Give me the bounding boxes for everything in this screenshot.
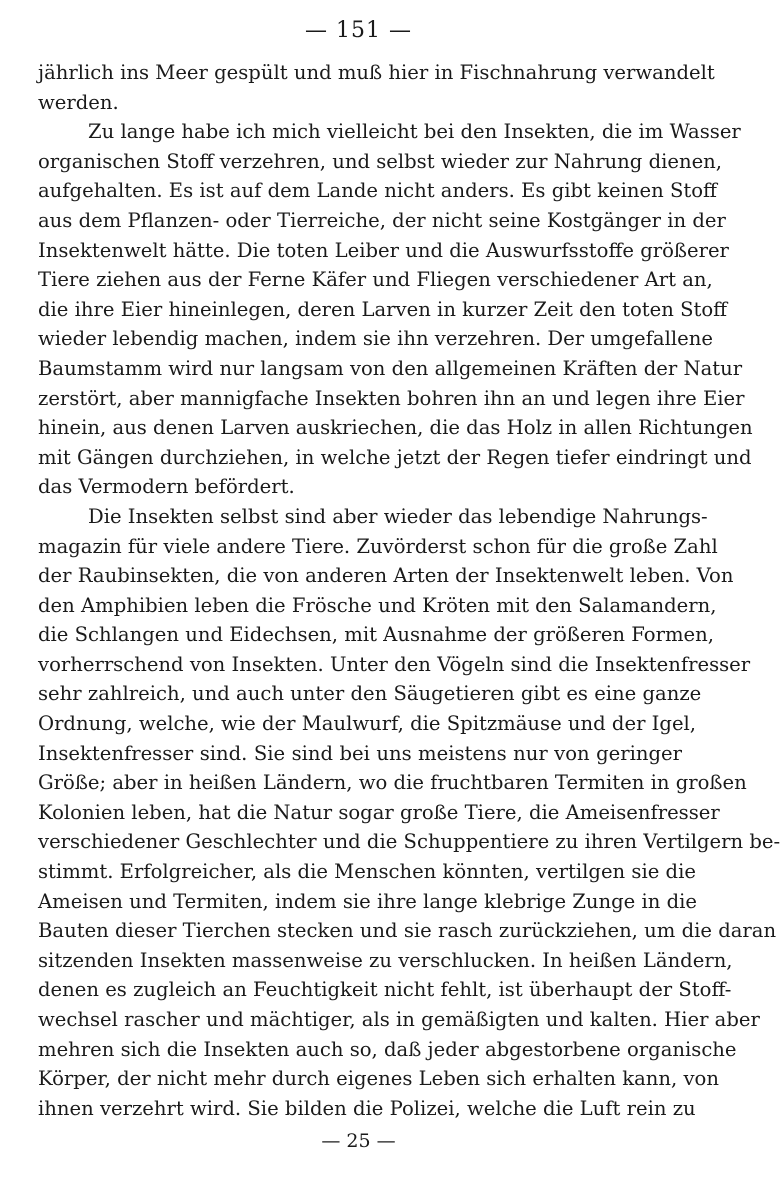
text-line: magazin für viele andere Tiere. Zuvörderst schon für die große Zahl (38, 534, 718, 558)
text-line: stimmt. Erfolgreicher, als die Menschen könnten, vertilgen sie die (38, 860, 696, 884)
page-number: — 151 — (305, 18, 412, 43)
text-line: vorherrschend von Insekten. Unter den Vögeln sind die Insektenfresser (38, 652, 751, 676)
text-line: Zu lange habe ich mich vielleicht bei den Insekten, die im Wasser (88, 120, 741, 144)
text-line: organischen Stoff verzehren, und selbst wieder zur Nahrung dienen, (38, 149, 723, 173)
text-line: aus dem Pflanzen- oder Tierreiche, der nicht seine Kostgänger in der (38, 208, 726, 232)
text-line: Tiere ziehen aus der Ferne Käfer und Fliegen verschiedener Art an, (38, 268, 713, 292)
text-line: das Vermodern befördert. (38, 475, 295, 499)
text-line: jährlich ins Meer gespült und muß hier in Fischnahrung verwandelt (38, 61, 715, 84)
text-line: verschiedener Geschlechter und die Schuppentiere zu ihren Vertilgern be- (38, 830, 780, 854)
text-line: Ordnung, welche, wie der Maulwurf, die Spitzmäuse und der Igel, (38, 712, 697, 736)
text-line: Insektenwelt hätte. Die toten Leiber und die Auswurfsstoffe größerer (38, 238, 729, 262)
text-line: werden. (38, 90, 119, 114)
text-line: sehr zahlreich, und auch unter den Säugetieren gibt es eine ganze (38, 682, 702, 706)
text-line: Kolonien leben, hat die Natur sogar große Tiere, die Ameisenfresser (38, 800, 720, 824)
body-text (38, 58, 780, 1123)
text-line: die ihre Eier hineinlegen, deren Larven in kurzer Zeit den toten Stoff (38, 297, 728, 321)
text-line: sitzenden Insekten massenweise zu verschlucken. In heißen Ländern, (38, 948, 733, 972)
text-line: wieder lebendig machen, indem sie ihn verzehren. Der umgefallene (38, 327, 713, 351)
signature-number: — 25 — (321, 1130, 396, 1152)
text-line: hinein, aus denen Larven auskriechen, die das Holz in allen Richtungen (38, 416, 753, 440)
text-line: Insektenfresser sind. Sie sind bei uns meistens nur von geringer (38, 741, 682, 765)
text-line: aufgehalten. Es ist auf dem Lande nicht anders. Es gibt keinen Stoff (38, 179, 717, 203)
text-line: wechsel rascher und mächtiger, als in gemäßigten und kalten. Hier aber (38, 1008, 760, 1031)
text-line: Bauten dieser Tierchen stecken und sie rasch zurückziehen, um die daran (38, 919, 777, 943)
text-line: ihnen verzehrt wird. Sie bilden die Polizei, welche die Luft rein zu (38, 1096, 696, 1120)
text-line: zerstört, aber mannigfache Insekten bohren ihn an und legen ihre Eier (38, 386, 745, 410)
text-line: Größe; aber in heißen Ländern, wo die fruchtbaren Termiten in großen (38, 771, 747, 795)
text-line: denen es zugleich an Feuchtigkeit nicht fehlt, ist überhaupt der Stoff- (38, 978, 732, 1002)
text-line: mehren sich die Insekten auch so, daß jeder abgestorbene organische (38, 1037, 737, 1061)
text-line: Baumstamm wird nur langsam von den allgemeinen Kräften der Natur (38, 356, 743, 380)
text-line: den Amphibien leben die Frösche und Kröten mit den Salamandern, (38, 593, 717, 617)
text-line: mit Gängen durchziehen, in welche jetzt der Regen tiefer eindringt und (38, 445, 752, 469)
text-line: der Raubinsekten, die von anderen Arten der Insektenwelt leben. Von (38, 564, 734, 588)
text-line: die Schlangen und Eidechsen, mit Ausnahme der größeren Formen, (38, 623, 714, 647)
text-line: Körper, der nicht mehr durch eigenes Leben sich erhalten kann, von (38, 1067, 719, 1091)
text-line: Ameisen und Termiten, indem sie ihre lange klebrige Zunge in die (38, 889, 698, 913)
text-line: Die Insekten selbst sind aber wieder das lebendige Nahrungs- (88, 504, 708, 528)
